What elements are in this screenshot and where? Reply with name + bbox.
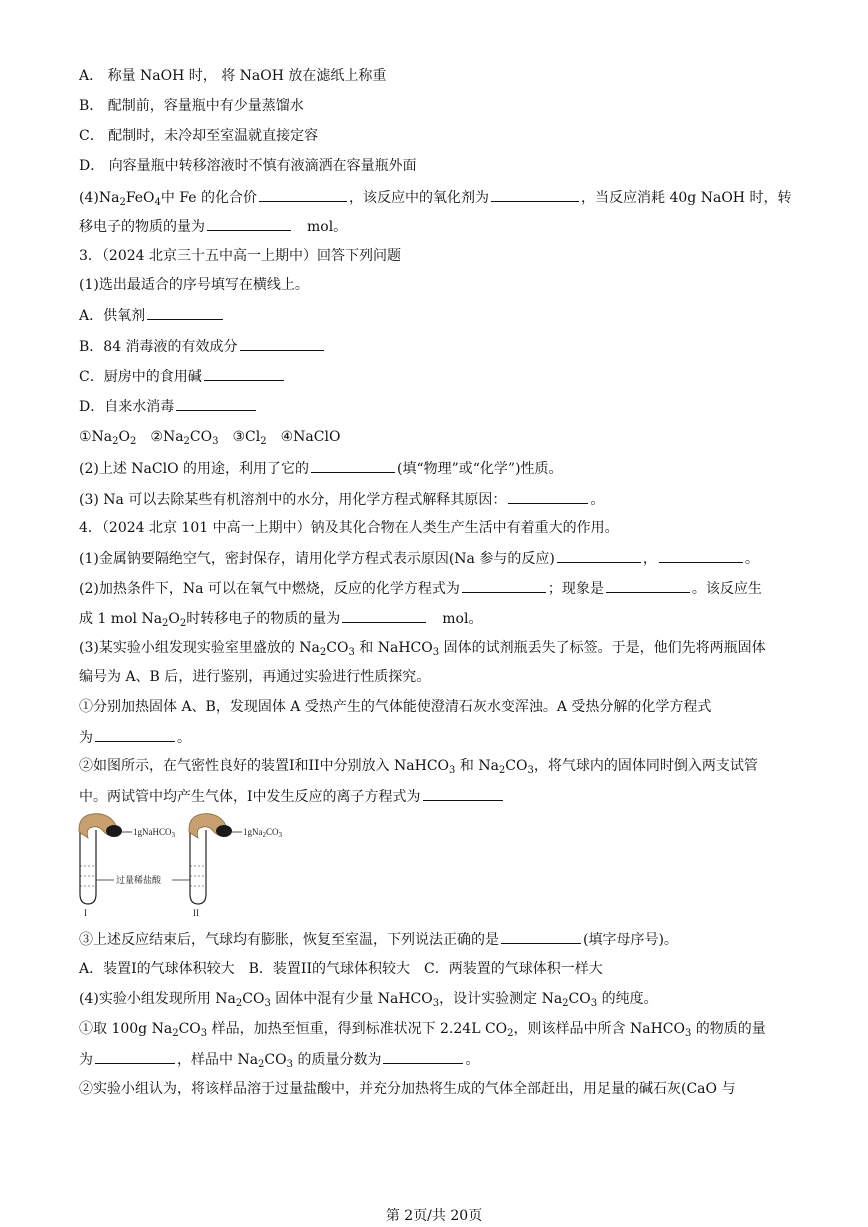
answer-blank[interactable] (606, 578, 690, 593)
question-4-part3-item2-line2: 中。两试管中均产生气体，I中发生反应的离子方程式为 (79, 786, 808, 807)
apparatus-figure (70, 808, 300, 920)
answer-blank[interactable] (508, 489, 588, 504)
answer-blank[interactable] (311, 458, 395, 473)
answer-blank[interactable] (147, 305, 223, 320)
label-nahco3: 1gNaHCO$_3$ (133, 827, 175, 839)
answer-blank[interactable] (95, 727, 175, 742)
q3-option-c: C．厨房中的食用碱 (79, 366, 808, 387)
q3-choices: $①Na_2O_2$ $②Na_2CO_3$ $③Cl_2$ ④NaClO (79, 429, 341, 447)
question-3-sub3: (3) Na 可以去除某些有机溶剂中的水分，用化学方程式解释其原因： 。 (79, 489, 808, 510)
label-tube-ii: II (193, 908, 199, 918)
tube-i (80, 830, 96, 904)
option-letter: A． (79, 68, 104, 84)
option-text: A．装置I的气球体积较大 (79, 961, 235, 977)
question-line: 移电子的物质的量为 mol。 (79, 216, 808, 237)
answer-blank[interactable] (383, 1049, 463, 1064)
answer-blank[interactable] (659, 548, 743, 563)
label-acid: 过量稀盐酸 (116, 875, 162, 885)
q3-option-d: D．自来水消毒 (79, 396, 808, 417)
answer-blank[interactable] (462, 578, 546, 593)
answer-blank[interactable] (204, 366, 284, 381)
question-4-part3: (3)某实验小组发现实验室里盛放的 $Na_2CO_3$ 和 NaHCO$_3$ 固体的试剂瓶丢失了标签。于是，他们先将两瓶固体 (79, 640, 766, 658)
option-letter: B． (79, 98, 104, 114)
question-4-part1: (1)金属钠要隔绝空气，密封保存，请用化学方程式表示原因(Na 参与的反应) ， 。 (79, 548, 808, 569)
question-4-part2: (2)加热条件下，Na 可以在氧气中燃烧，反应的化学方程式为 ；现象是 。该反应生 (79, 578, 808, 599)
option-letter: C． (79, 128, 104, 144)
question-4-part3-line2: 编号为 A、B 后，进行鉴别，再通过实验进行性质探究。 (79, 669, 431, 685)
option-text: 向容量瓶中转移溶液时不慎有液滴洒在容量瓶外面 (108, 158, 417, 174)
question-4-part3-item3: ③上述反应结束后，气球均有膨胀，恢复至室温，下列说法正确的是 (填字母序号)。 (79, 929, 808, 950)
answer-blank[interactable] (95, 1049, 175, 1064)
answer-blank[interactable] (176, 396, 256, 411)
question-4-part3-item1: ①分别加热固体 A、B，发现固体 A 受热产生的气体能使澄清石灰水变浑浊。A 受热分解的化学方程式 (79, 699, 712, 715)
question-3-sub1: (1)选出最适合的序号填写在横线上。 (79, 277, 309, 293)
q3-option-b: B．84 消毒液的有效成分 (79, 336, 808, 357)
answer-blank[interactable] (207, 216, 291, 231)
question-4-part3-item1-line2: 为 。 (79, 727, 808, 748)
question-line: $(4)Na_2FeO_4$中 Fe 的化合价 ，该反应中的氧化剂为 ，当反应消耗 40g NaOH 时，转 (79, 187, 808, 208)
answer-blank[interactable] (342, 608, 426, 623)
tube-ii (190, 830, 206, 904)
option-text: 称量 NaOH 时， 将 NaOH 放在滤纸上称重 (107, 68, 387, 84)
option-text: C．两装置的气球体积一样大 (424, 961, 603, 977)
page-footer: 第 2页/共 20页 (385, 1208, 483, 1224)
question-4-part2-line2: 成 1 mol $Na_2O_2$时转移电子的物质的量为 mol。 (79, 608, 808, 629)
answer-blank[interactable] (423, 786, 503, 801)
option-line-a (79, 66, 808, 86)
question-3-sub2: (2)上述 NaClO 的用途，利用了它的 (填“物理”或“化学”)性质。 (79, 458, 808, 479)
question-4-part4-item1-line2: 为 ，样品中 $Na_2CO_3$ 的质量分数为 。 (79, 1049, 808, 1070)
page-total: 20 (450, 1208, 469, 1224)
question-4-part4-item1: ①取 100g $Na_2CO_3$ 样品，加热至恒重，得到标准状况下 2.24L $CO_2$，则该样品中所含 NaHCO$_3$ 的物质的量 (79, 1021, 766, 1039)
option-line-c (79, 126, 808, 146)
answer-blank[interactable] (259, 187, 347, 202)
option-text: 配制时，未冷却至室温就直接定容 (108, 128, 319, 144)
answer-blank[interactable] (501, 929, 581, 944)
label-na2co3: $1gNa_2CO_3$ (243, 827, 283, 839)
question-4-part3-item2: ②如图所示，在气密性良好的装置I和II中分别放入 NaHCO$_3$ 和 $Na_2CO_3$，将气球内的固体同时倒入两支试管 (79, 758, 758, 776)
option-letter: D． (79, 158, 105, 174)
question-4-part4-item2: ②实验小组认为，将该样品溶于过量盐酸中，并充分加热将生成的气体全部赶出，用足量的碱石灰(CaO 与 (79, 1081, 736, 1097)
option-line-d (79, 156, 808, 176)
question-4-part3-item3-options (79, 959, 808, 979)
question-3-header: 3．（2024 北京三十五中高一上期中）回答下列问题 (79, 248, 401, 264)
answer-blank[interactable] (240, 336, 324, 351)
label-tube-i: I (84, 908, 87, 918)
balloon-ii (189, 814, 232, 838)
question-4-header: 4．（2024 北京 101 中高一上期中）钠及其化合物在人类生产生活中有着重大的作用。 (79, 520, 619, 536)
option-text: B．装置II的气球体积较大 (248, 961, 410, 977)
answer-blank[interactable] (557, 548, 641, 563)
option-line-b (79, 96, 808, 116)
balloon-i (79, 814, 122, 838)
option-text: 配制前，容量瓶中有少量蒸馏水 (107, 98, 304, 114)
page-number: 2 (404, 1208, 414, 1224)
q3-option-a: A．供氧剂 (79, 305, 808, 326)
answer-blank[interactable] (491, 187, 579, 202)
question-4-part4: (4)实验小组发现所用 $Na_2CO_3$ 固体中混有少量 NaHCO$_3$，设计实验测定 $Na_2CO_3$ 的纯度。 (79, 991, 658, 1009)
